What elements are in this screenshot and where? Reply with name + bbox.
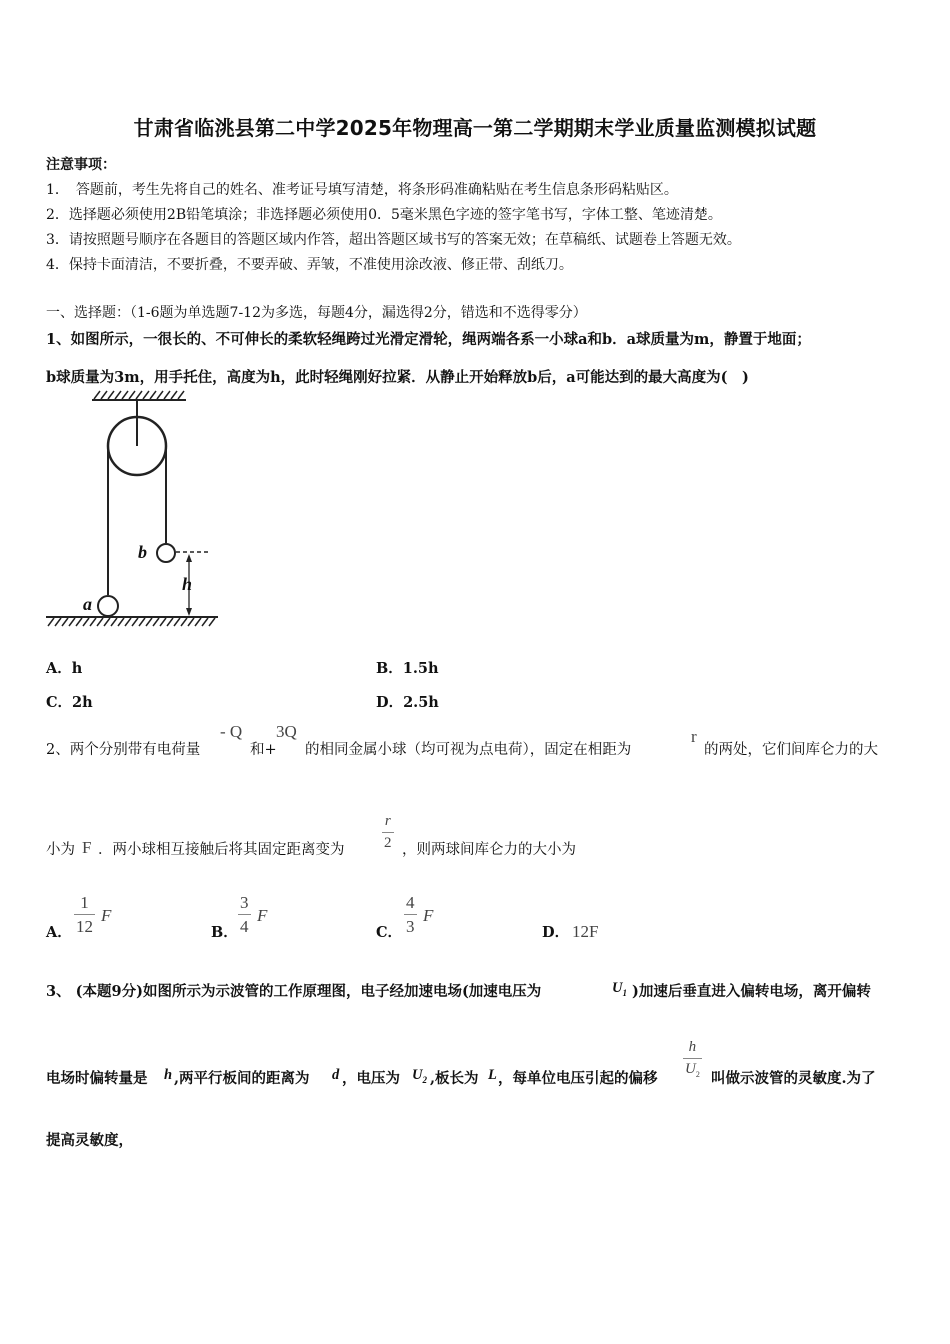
q3-frac-den-letter: U	[685, 1061, 696, 1077]
q2-charge-2: 3Q	[276, 722, 297, 741]
q3-line-3: 提高灵敏度，	[46, 1132, 133, 1149]
q1-option-a: A．h	[46, 660, 83, 677]
q2-option-a-F: F	[101, 906, 112, 925]
q2-option-a-den: 12	[74, 914, 95, 935]
q2-option-b-label: B．	[211, 924, 238, 941]
q2-option-b-F: F	[257, 906, 268, 925]
section-heading: 一、选择题：（1-6题为单选题7-12为多选，每题4分，漏选得2分，错选和不选得零分）	[46, 305, 587, 321]
q1-option-d: D．2.5h	[376, 694, 439, 711]
q2-option-c-label: C．	[376, 924, 403, 941]
q2-seg-7: ，则两球间库仑力的大小为	[402, 842, 576, 858]
q3-U1	[612, 980, 627, 998]
q3-line-2d: ,板长为	[430, 1070, 479, 1087]
q2-option-a-frac	[74, 894, 95, 935]
q3-L: L	[488, 1067, 497, 1083]
notice-heading: 注意事项：	[46, 157, 116, 173]
q1-option-b: B．1.5h	[376, 660, 439, 677]
q2-seg-3: 的相同金属小球（均可视为点电荷），固定在相距为	[305, 742, 632, 758]
q3-line-1a: 3、 (本题9分)如图所示为示波管的工作原理图，电子经加速电场(加速电压为	[46, 983, 542, 1000]
q2-frac-num: r	[384, 813, 391, 829]
ball-a	[98, 596, 118, 616]
q1-option-c: C．2h	[46, 694, 93, 711]
q3-frac-den	[683, 1058, 702, 1079]
q3-U2-sub: 2	[422, 1074, 427, 1085]
q3-h: h	[164, 1067, 173, 1083]
q2-seg-1: 2、两个分别带有电荷量	[46, 742, 201, 758]
q3-U1-sub: 1	[622, 987, 627, 998]
q2-seg-4: 的两处，它们间库仑力的大	[704, 742, 878, 758]
q3-frac-num: h	[688, 1039, 697, 1055]
q2-option-c-F: F	[423, 906, 434, 925]
q2-r-over-2	[382, 814, 394, 851]
ball-b	[157, 544, 175, 562]
q3-U1-letter: U	[612, 980, 623, 996]
label-h: h	[182, 574, 193, 594]
q3-U2-letter: U	[412, 1067, 423, 1083]
q2-seg-5: 小为	[46, 842, 75, 858]
q1-line-1: 1、如图所示，一很长的、不可伸长的柔软轻绳跨过光滑定滑轮，绳两端各系一小球a和b．a球质量为m，静置于地面；	[46, 331, 811, 348]
q2-option-c-num: 4	[406, 893, 415, 912]
notice-item-1: 1． 答题前，考生先将自己的姓名、准考证号填写清楚，将条形码准确粘贴在考生信息条形码粘贴区。	[46, 182, 678, 198]
q1-line-2: b球质量为3m，用手托住，高度为h，此时轻绳刚好拉紧．从静止开始释放b后，a可能达到的最大高度为( )	[46, 369, 749, 386]
pulley-figure	[40, 388, 230, 638]
label-b: b	[138, 542, 147, 562]
q2-option-c-den: 3	[404, 914, 417, 935]
page-title: 甘肃省临洮县第二中学2025年物理高一第二学期期末学业质量监测模拟试题	[133, 116, 817, 140]
label-a: a	[83, 594, 92, 614]
q3-d: d	[332, 1067, 340, 1083]
q2-r: r	[691, 727, 697, 746]
notice-item-3: 3．请按照题号顺序在各题目的答题区域内作答，超出答题区域书写的答案无效；在草稿纸、试题卷上答题无效。	[46, 232, 741, 248]
q2-option-d-label: D．	[542, 924, 570, 941]
q3-line-2b: ,两平行板间的距离为	[174, 1070, 310, 1087]
q3-line-2f: 叫做示波管的灵敏度.为了	[711, 1070, 876, 1087]
q2-F: F	[82, 838, 92, 857]
notice-item-4: 4．保持卡面清洁，不要折叠，不要弄破、弄皱，不准使用涂改液、修正带、刮纸刀。	[46, 257, 573, 273]
q3-frac-den-sub: 2	[695, 1070, 700, 1079]
q3-sensitivity-frac	[683, 1040, 702, 1079]
q2-charge-1: - Q	[220, 722, 243, 741]
q3-line-2a: 电场时偏转量是	[46, 1070, 148, 1087]
q2-option-d-value: 12F	[572, 922, 599, 941]
q2-option-a-label: A．	[46, 924, 72, 941]
q3-line-2c: ，电压为	[342, 1070, 400, 1087]
notice-item-2: 2．选择题必须使用2B铅笔填涂；非选择题必须使用0．5毫米黑色字迹的签字笔书写，字体工整、笔迹清楚。	[46, 207, 722, 223]
q2-option-b-den: 4	[238, 914, 251, 935]
q3-U2	[412, 1067, 427, 1085]
q2-option-b-num: 3	[240, 893, 249, 912]
ceiling-hatch	[94, 391, 184, 399]
q3-line-1b: )加速后垂直进入偏转电场，离开偏转	[632, 983, 871, 1000]
q2-frac-den: 2	[382, 832, 394, 851]
q2-seg-6: ．两小球相互接触后将其固定距离变为	[98, 842, 345, 858]
q2-option-a-num: 1	[80, 893, 89, 912]
q2-seg-2: 和+	[250, 742, 277, 758]
ground-hatch	[48, 618, 215, 626]
q3-line-2e: ，每单位电压引起的偏移	[498, 1070, 658, 1087]
q2-option-b-frac	[238, 894, 251, 935]
q2-option-c-frac	[404, 894, 417, 935]
